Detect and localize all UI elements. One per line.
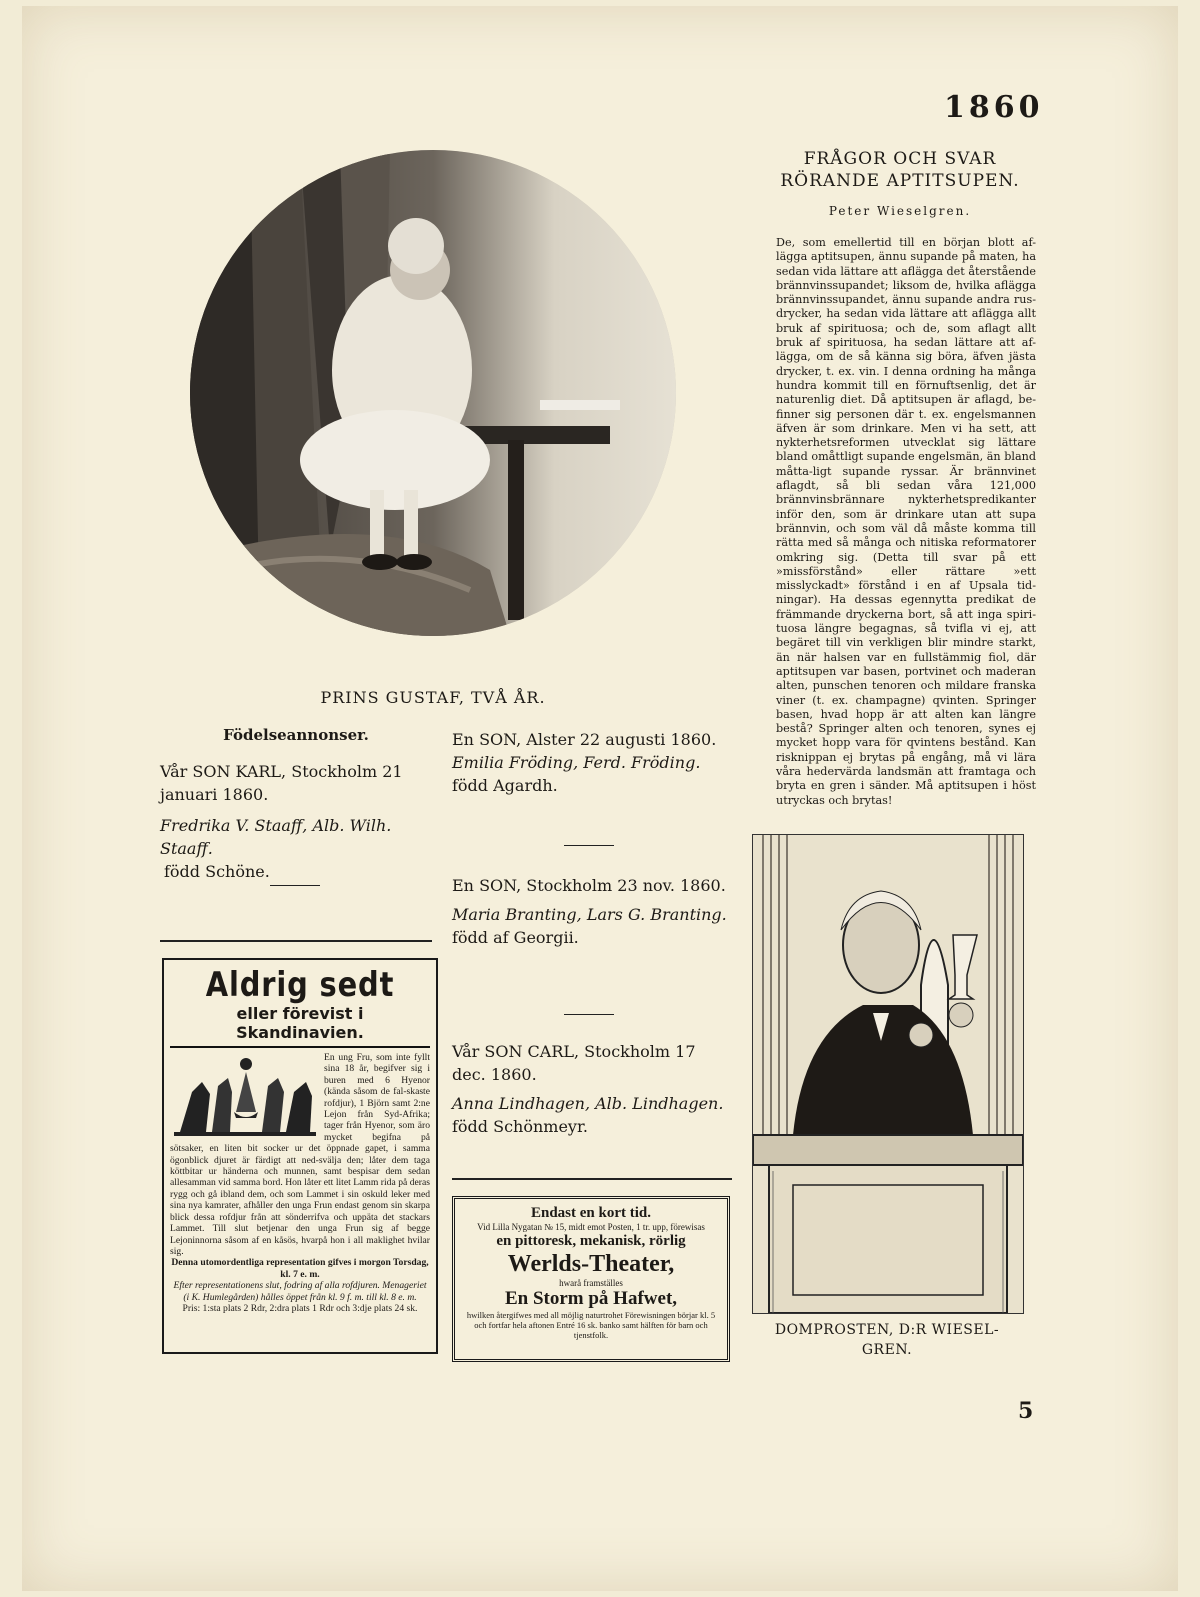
divider — [564, 845, 614, 846]
wieselgren-engraving — [752, 834, 1024, 1314]
menagerie-advertisement — [162, 958, 438, 1354]
animals-woodcut — [170, 1052, 320, 1138]
theatre-advertisement: Endast en kort tid. Vid Lilla Nygatan № 15, midt emot Posten, 1 tr. upp, förewisas en pittoresk, mekanisk, rörlig Werlds-Theater, hwarå framställes En Storm på Hafwet, hwilken återgifwes med all möjlig naturtrohet Förewisningen börjar kl. 5 och fortfar hela aftonen Entré 16 sk. banko samt hälften för barn och tjenstfolk. — [452, 1196, 730, 1362]
year-heading: 1860 — [944, 90, 1044, 125]
ad-headline: Aldrig sedt — [205, 965, 395, 1005]
ad-subheadline: eller förevist i Skandinavien. — [170, 1004, 430, 1048]
announcement-3: En SON, Stockholm 23 nov. 1860. Maria Branting, Lars G. Branting. född af Georgii. — [452, 876, 727, 947]
divider — [160, 940, 432, 942]
divider — [270, 885, 320, 886]
page-number: 5 — [1018, 1398, 1034, 1424]
announcements-heading: Födelseannonser. — [223, 726, 369, 744]
divider — [452, 1178, 732, 1180]
portrait-caption: PRINS GUSTAF, TVÅ ÅR. — [320, 688, 546, 707]
engraving-caption: DOMPROSTEN, D:R WIESEL-GREN. — [774, 1322, 1000, 1358]
announcement-1: Vår SON KARL, Stockholm 21 januari 1860. Fredrika V. Staaff, Alb. Wilh. Staaff. född Schöne. — [160, 762, 403, 881]
divider — [564, 1014, 614, 1015]
ad-body: En ung Fru, som inte fyllt sina 18 år, begifver sig i buren med 6 Hyenor (kända såsom de fal-skaste rofdjur), 1 Björn samt 2:ne Lejon från Syd-Afrika; tager från Hyenor, som äro mycket begifna på sötsaker, en liten bit socker ur det öppnade gapet, i samma ögonblick djuret är färdigt att ned-svälja den; låter dem taga köttbitar ur händerna och munnen, samt bespisar dem sedan allesamman vid samma bord. Hon låter ett litet Lamm rida på deras rygg och gå ibland dem, och som Lammet i sin oskuld leker med sina nya kamrater, afhåller den unga Frun endast genom sin skarpa blick dessa rofdjur från att sönderrifva och uppäta det stackars Lammet. Till slut betjenar den unga Frun sig af begge Lejoninnorna såsom af en kåsös, hvarpå hon i all maklighet hvilar sig. Denna utomordentliga representation gifves i morgon Torsdag, kl. 7 e. m. Efter representationens slut, fodring af alla rofdjuren. Menageriet (i K. Humlegården) hålles öppet från kl. 9 f. m. till kl. 8 e. m. Pris: 1:sta plats 2 Rdr, 2:dra plats 1 Rdr och 3:dje plats 24 sk. — [170, 1052, 430, 1314]
announcement-2: En SON, Alster 22 augusti 1860. Emilia Fröding, Ferd. Fröding. född Agardh. — [452, 730, 717, 795]
announcement-4: Vår SON CARL, Stockholm 17 dec. 1860. Anna Lindhagen, Alb. Lindhagen. född Schönmeyr. — [452, 1042, 724, 1136]
portrait-photo — [190, 150, 676, 636]
article-author: Peter Wieselgren. — [828, 204, 972, 218]
article-title: FRÅGOR OCH SVAR RÖRANDE APTITSUPEN. — [780, 149, 1020, 191]
portrait-illustration — [190, 150, 676, 636]
article-body: De, som emellertid till en början blott af-lägga aptitsupen, ännu supande på maten, ha sedan vida lättare att aflägga det återstående brännvinssupandet; liksom de, hvilka aflägga brännvinssupandet, ännu supande andra rus-drycker, ha sedan vida lättare att aflägga allt bruk af spirituosa; och de, som aflagt allt bruk af spirituosa, ha sedan lättare att af-lägga, om de så känna sig böra, äfven jästa drycker, t. ex. vin. I denna ordning ha många hundra kommit till en förnuftsenlig, det är naturenlig diet. Då aptitsupen är aflagd, be-finner sig personen där t. ex. engelsmannen äfven är som drinkare. Men vi ha sett, att nykterhetsreformen utvecklat sig lättare bland omåttligt supande engelsmän, än bland måtta-ligt supande ryssar. Är brännvinet aflagdt, så bli sedan våra 121,000 brännvinsbrännare nykterhetspredikanter inför den, som är drinkare utan att supa brännvin, och som väl då måste komma till rätta med så många och nitiska reformatorer omkring sig. (Detta till svar på ett »missförstånd» eller rättare »ett misslyckadt» förstånd i en af Upsala tid-ningar). Ha dessas egennytta predikat de främmande dryckerna bort, så att inga spiri-tuosa längre begagnas, så tvifla vi ej, att begäret till vin verkligen blir mindre starkt, än när halsen var en fullstämmig fiol, där aptitsupen var basen, portvinet och maderan alten, punschen tenoren och mildare franska viner (t. ex. champagne) qvinten. Springer basen, hvad hopp är att alten kan längre bestå? Springer alten och tenoren, synes ej mycket hopp vara för qvintens bestånd. Kan risknippan ej brytas på engång, må vi lära våra hedervärda landsmän att framtaga och bryta en gren i sänder. Må aptitsupen i höst utryckas och brytas! — [776, 236, 1036, 807]
preacher-illustration — [753, 835, 1023, 1313]
